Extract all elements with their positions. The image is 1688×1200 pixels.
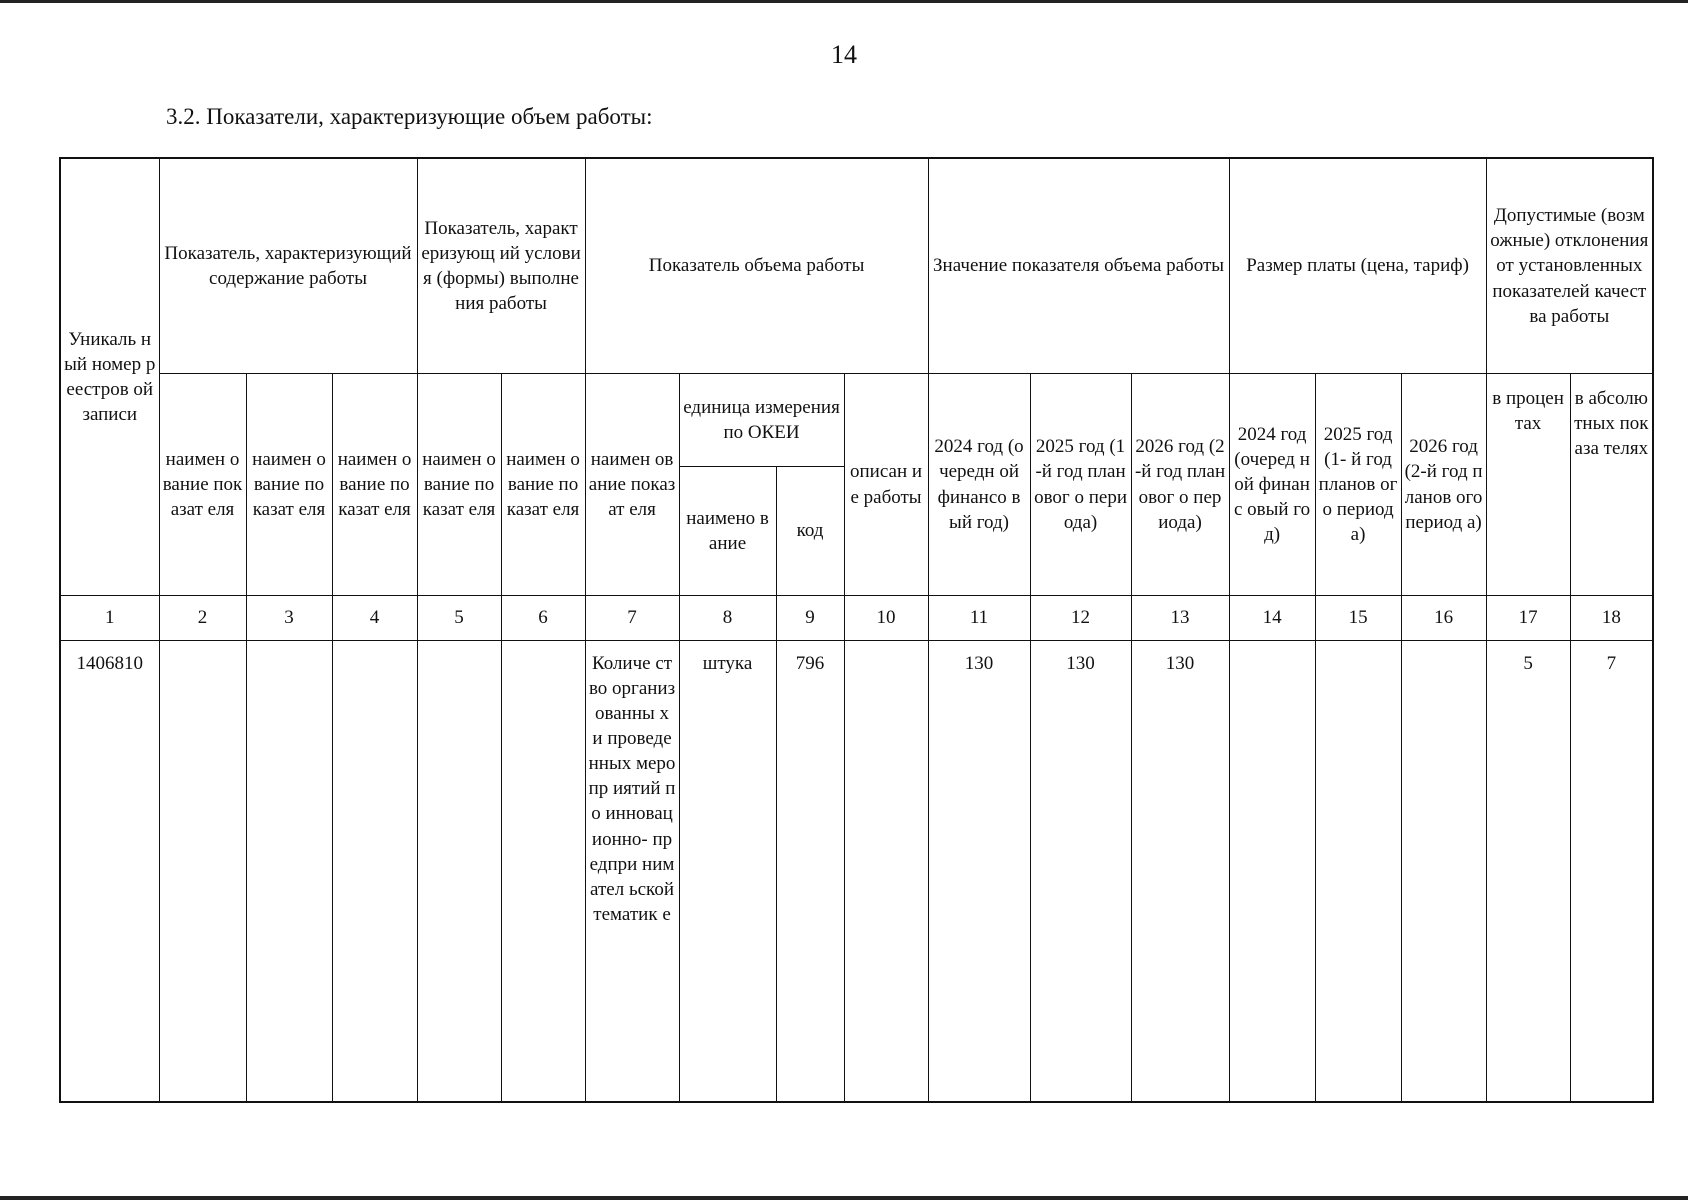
header-value-2026: 2026 год (2-й год плановог о периода) bbox=[1131, 374, 1229, 596]
header-value-2025: 2025 год (1-й год плановог о периода) bbox=[1030, 374, 1131, 596]
header-unit-name: наимено вание bbox=[679, 467, 776, 596]
header-in-absolute: в абсолю тных показа телях bbox=[1570, 374, 1653, 596]
header-volume-indicator: Показатель объема работы bbox=[585, 158, 928, 374]
header-deviations: Допустимые (возможные) отклонения от установленных показателей качества работы bbox=[1486, 158, 1653, 374]
header-in-percent: в процен тах bbox=[1486, 374, 1570, 596]
cell-empty bbox=[844, 641, 928, 1103]
column-number: 9 bbox=[776, 596, 844, 641]
cell-unit-code: 796 bbox=[776, 641, 844, 1103]
cell-empty bbox=[246, 641, 332, 1103]
column-numbers-row bbox=[60, 596, 1653, 641]
cell-empty bbox=[1229, 641, 1315, 1103]
column-number: 16 bbox=[1401, 596, 1486, 641]
table-row bbox=[60, 641, 1653, 1103]
column-number: 10 bbox=[844, 596, 928, 641]
work-volume-table bbox=[59, 157, 1654, 1103]
column-number: 3 bbox=[246, 596, 332, 641]
column-number: 8 bbox=[679, 596, 776, 641]
header-volume-value: Значение показателя объема работы bbox=[928, 158, 1229, 374]
cell-deviation-percent: 5 bbox=[1486, 641, 1570, 1103]
header-unique-number: Уникаль ный номер реестров ой записи bbox=[60, 158, 159, 596]
header-indicator-name: наимен ование показат еля bbox=[501, 374, 585, 596]
header-conditions-indicator: Показатель, характеризующ ий условия (формы) выполнения работы bbox=[417, 158, 585, 374]
header-fee-2026: 2026 год (2-й год планов ого период а) bbox=[1401, 374, 1486, 596]
column-number: 18 bbox=[1570, 596, 1653, 641]
cell-value-2024: 130 bbox=[928, 641, 1030, 1103]
cell-deviation-absolute: 7 bbox=[1570, 641, 1653, 1103]
cell-indicator-name: Количе ство организ ованны х и проведе нных меропр иятий по инновац ионно- предпри нимател ьской тематик е bbox=[585, 641, 679, 1103]
header-fee-size: Размер платы (цена, тариф) bbox=[1229, 158, 1486, 374]
cell-unit-name: штука bbox=[679, 641, 776, 1103]
column-number: 2 bbox=[159, 596, 246, 641]
column-number: 5 bbox=[417, 596, 501, 641]
column-number: 13 bbox=[1131, 596, 1229, 641]
header-indicator-name: наимен ование показат еля bbox=[246, 374, 332, 596]
section-title: 3.2. Показатели, характеризующие объем работы: bbox=[166, 104, 653, 129]
column-number: 11 bbox=[928, 596, 1030, 641]
cell-empty bbox=[1315, 641, 1401, 1103]
header-fee-2024: 2024 год (очеред ной финанс овый год) bbox=[1229, 374, 1315, 596]
cell-value-2025: 130 bbox=[1030, 641, 1131, 1103]
header-work-description: описан ие работы bbox=[844, 374, 928, 596]
cell-value-2026: 130 bbox=[1131, 641, 1229, 1103]
cell-empty bbox=[1401, 641, 1486, 1103]
column-number: 6 bbox=[501, 596, 585, 641]
header-indicator-name: наимен ование показат еля bbox=[417, 374, 501, 596]
column-number: 7 bbox=[585, 596, 679, 641]
cell-empty bbox=[501, 641, 585, 1103]
cell-empty bbox=[159, 641, 246, 1103]
page-border-top bbox=[0, 0, 1688, 3]
column-number: 4 bbox=[332, 596, 417, 641]
column-number: 14 bbox=[1229, 596, 1315, 641]
column-number: 17 bbox=[1486, 596, 1570, 641]
cell-empty bbox=[417, 641, 501, 1103]
header-unit-okei: единица измерения по ОКЕИ bbox=[679, 374, 844, 467]
header-fee-2025: 2025 год (1- й год планов ого период а) bbox=[1315, 374, 1401, 596]
page-border-bottom bbox=[0, 1196, 1688, 1200]
header-indicator-name: наимен ование показат еля bbox=[585, 374, 679, 596]
cell-empty bbox=[332, 641, 417, 1103]
header-indicator-name: наимен ование показат еля bbox=[332, 374, 417, 596]
column-number: 1 bbox=[60, 596, 159, 641]
header-unit-code: код bbox=[776, 467, 844, 596]
header-content-indicator: Показатель, характеризующий содержание работы bbox=[159, 158, 417, 374]
header-value-2024: 2024 год (очередн ой финансо вый год) bbox=[928, 374, 1030, 596]
column-number: 12 bbox=[1030, 596, 1131, 641]
header-indicator-name: наимен ование показат еля bbox=[159, 374, 246, 596]
column-number: 15 bbox=[1315, 596, 1401, 641]
page-number: 14 bbox=[831, 40, 857, 69]
cell-unique-number: 1406810 bbox=[60, 641, 159, 1103]
